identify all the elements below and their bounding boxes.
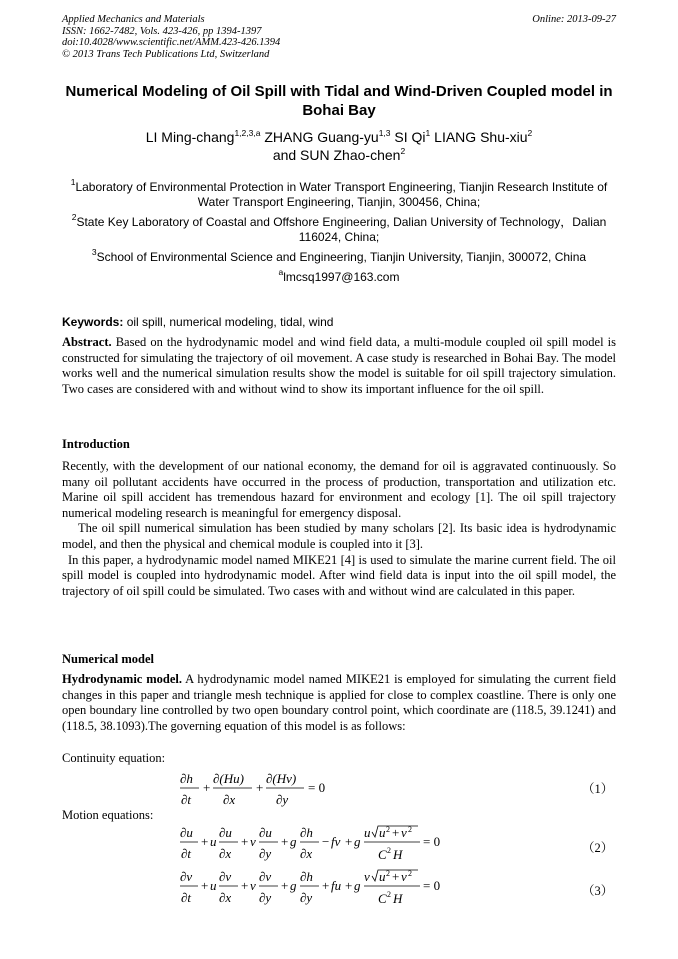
corresponding-email: $^a$lmcsq1997@163.com [278,267,400,284]
svg-text:u: u [210,878,217,893]
svg-text:2: 2 [386,869,390,878]
svg-text:+: + [256,780,264,795]
author-name: LI Ming-chang [145,129,235,145]
svg-text:v: v [364,869,370,884]
svg-text:2: 2 [408,869,412,878]
equation-number: （1） [582,782,614,796]
svg-text:+: + [241,878,249,893]
svg-text:∂t: ∂t [181,792,192,807]
svg-text:∂h: ∂h [300,869,313,884]
svg-text:fv: fv [331,834,341,849]
svg-text:u: u [210,834,217,849]
affiliation-1: $^1$Laboratory of Environmental Protection in Water Transport Engineering, Tianjin Research Institute of Water Transport Engineering, Tianjin, 300456, China; [70,177,608,209]
svg-text:+: + [345,878,353,893]
author-affil-sup: 1 [425,128,431,138]
svg-text:u: u [379,869,386,884]
svg-text:+: + [392,825,400,840]
author-name: LIANG Shu-xiu [430,129,528,145]
abstract-label: Abstract. [62,335,112,349]
continuity-label: Continuity equation: [62,751,166,765]
svg-text:∂y: ∂y [300,890,313,905]
affiliation-3: $^3$School of Environmental Science and Engineering, Tianjin University, Tianjin, 300072, China [91,247,587,264]
equation-number: （2） [582,841,614,855]
keywords-text: oil spill, numerical modeling, tidal, wind [123,315,334,329]
svg-text:∂x: ∂x [223,792,236,807]
journal-issn: ISSN: 1662-7482, Vols. 423-426, pp 1394-1397 [62,25,262,37]
author-list [62,128,616,164]
author-affil-sup: 2 [400,146,406,156]
equation-2 [180,822,470,866]
svg-text:∂u: ∂u [219,825,232,840]
svg-text:∂u: ∂u [180,825,193,840]
svg-text:g: g [290,834,297,849]
online-date: Online: 2013-09-27 [532,14,616,25]
svg-text:g: g [354,878,361,893]
abstract-text: Based on the hydrodynamic model and wind field data, a multi-module coupled oil spill model is constructed for simulating the trajectory of oil movement. A case study is researched in Bohai Bay. The model works well and the numerical simulation results show the model is suitable for oil spill trajectory simulation. Two cases are considered with and without wind to show its important influence for the oil spill. [62,335,616,396]
section-heading-numerical-model: Numerical model [62,652,154,666]
svg-text:∂(Hu): ∂(Hu) [213,771,244,786]
svg-text:∂t: ∂t [181,890,192,905]
svg-text:∂h: ∂h [180,771,193,786]
svg-text:+: + [201,834,209,849]
journal-copyright: © 2013 Trans Tech Publications Ltd, Switzerland [62,48,270,60]
svg-text:+: + [201,878,209,893]
journal-doi: doi:10.4028/www.scientific.net/AMM.423-426.1394 [62,37,281,48]
svg-text:∂(Hv): ∂(Hv) [266,771,297,786]
svg-text:+: + [281,878,289,893]
keywords [62,315,616,330]
svg-text:+: + [241,834,249,849]
svg-text:2: 2 [408,825,412,834]
svg-text:2: 2 [387,890,391,899]
svg-text:∂y: ∂y [259,890,272,905]
svg-text:+: + [392,869,400,884]
author-name: and SUN Zhao-chen [272,147,401,163]
author-name: ZHANG Guang-yu [260,129,379,145]
svg-text:∂u: ∂u [259,825,272,840]
svg-text:∂v: ∂v [180,869,193,884]
introduction-body [62,459,616,599]
author-affil-sup: 2 [527,128,533,138]
abstract [62,335,616,397]
svg-text:g: g [354,834,361,849]
svg-text:∂t: ∂t [181,846,192,861]
affiliation-2: $^2$State Key Laboratory of Coastal and Offshore Engineering, Dalian University of Technology，Dalian 116024, China; [71,212,607,244]
svg-text:= 0: = 0 [308,780,326,795]
author-affil-sup: 1,2,3,a [234,128,261,138]
svg-text:∂y: ∂y [276,792,289,807]
svg-text:−: − [322,834,330,849]
hydrodynamic-paragraph: Hydrodynamic model. A hydrodynamic model named MIKE21 is employed for simulating the current field changes in this paper and triangle mesh technique is applied for close to complex coastline. There is only one open boundary line controlled by two open boundary control point, which coordinate are (118.5, 39.1241) and (118.5, 38.1093).The governing equation of this model is as follows: [62,672,616,733]
svg-text:∂v: ∂v [219,869,232,884]
svg-text:∂x: ∂x [219,846,232,861]
equation-3 [180,866,470,910]
svg-text:+: + [345,834,353,849]
svg-text:H: H [393,847,403,862]
svg-text:fu: fu [331,878,342,893]
svg-text:u: u [379,825,386,840]
svg-text:v: v [401,869,407,884]
section-heading-introduction: Introduction [62,437,130,451]
keywords-label: Keywords: [62,315,124,329]
equation-1 [180,768,360,810]
journal-name: Applied Mechanics and Materials [62,14,205,25]
paper-title: Numerical Modeling of Oil Spill with Tidal and Wind-Driven Coupled model in Bohai Bay [65,83,613,119]
svg-text:u: u [364,825,371,840]
svg-text:2: 2 [386,825,390,834]
paragraph: Recently, with the development of our national economy, the demand for oil is aggravated continuously. So many oil pollutant accidents have occurred in the process of production, transportation and utilization etc. Marine oil spill accident has tremendous hazard for environment and ecology [1]. The oil spill trajectory numerical modeling research is meaningful for emergency disposal. [62,459,616,520]
svg-text:∂x: ∂x [219,890,232,905]
svg-text:+: + [322,878,330,893]
svg-text:H: H [393,891,403,906]
svg-text:∂v: ∂v [259,869,272,884]
svg-text:∂h: ∂h [300,825,313,840]
author-affil-sup: 1,3 [378,128,391,138]
motion-label: Motion equations: [62,808,154,822]
svg-text:v: v [401,825,407,840]
svg-text:∂x: ∂x [300,846,313,861]
svg-text:C: C [378,847,387,862]
svg-text:C: C [378,891,387,906]
svg-text:+: + [281,834,289,849]
journal-header [62,14,280,60]
svg-text:= 0: = 0 [423,834,441,849]
subsection-label: Hydrodynamic model. [62,672,182,686]
svg-text:∂y: ∂y [259,846,272,861]
author-name: SI Qi [390,129,426,145]
svg-text:+: + [203,780,211,795]
paragraph: In this paper, a hydrodynamic model named MIKE21 [4] is used to simulate the marine current field. The oil spill model is coupled into hydrodynamic model. After wind field data is input into the oil spill model, the trajectory of oil spill could be simulated. Two cases with and without wind are calculated in this paper. [62,552,616,598]
svg-text:2: 2 [387,846,391,855]
svg-text:= 0: = 0 [423,878,441,893]
svg-text:v: v [250,834,256,849]
svg-text:g: g [290,878,297,893]
affiliations [62,177,616,285]
paragraph: The oil spill numerical simulation has been studied by many scholars [2]. Its basic idea is hydrodynamic model, and then the physical and chemical module is coupled into it [3]. [62,521,616,551]
svg-text:v: v [250,878,256,893]
equation-number: （3） [582,884,614,898]
